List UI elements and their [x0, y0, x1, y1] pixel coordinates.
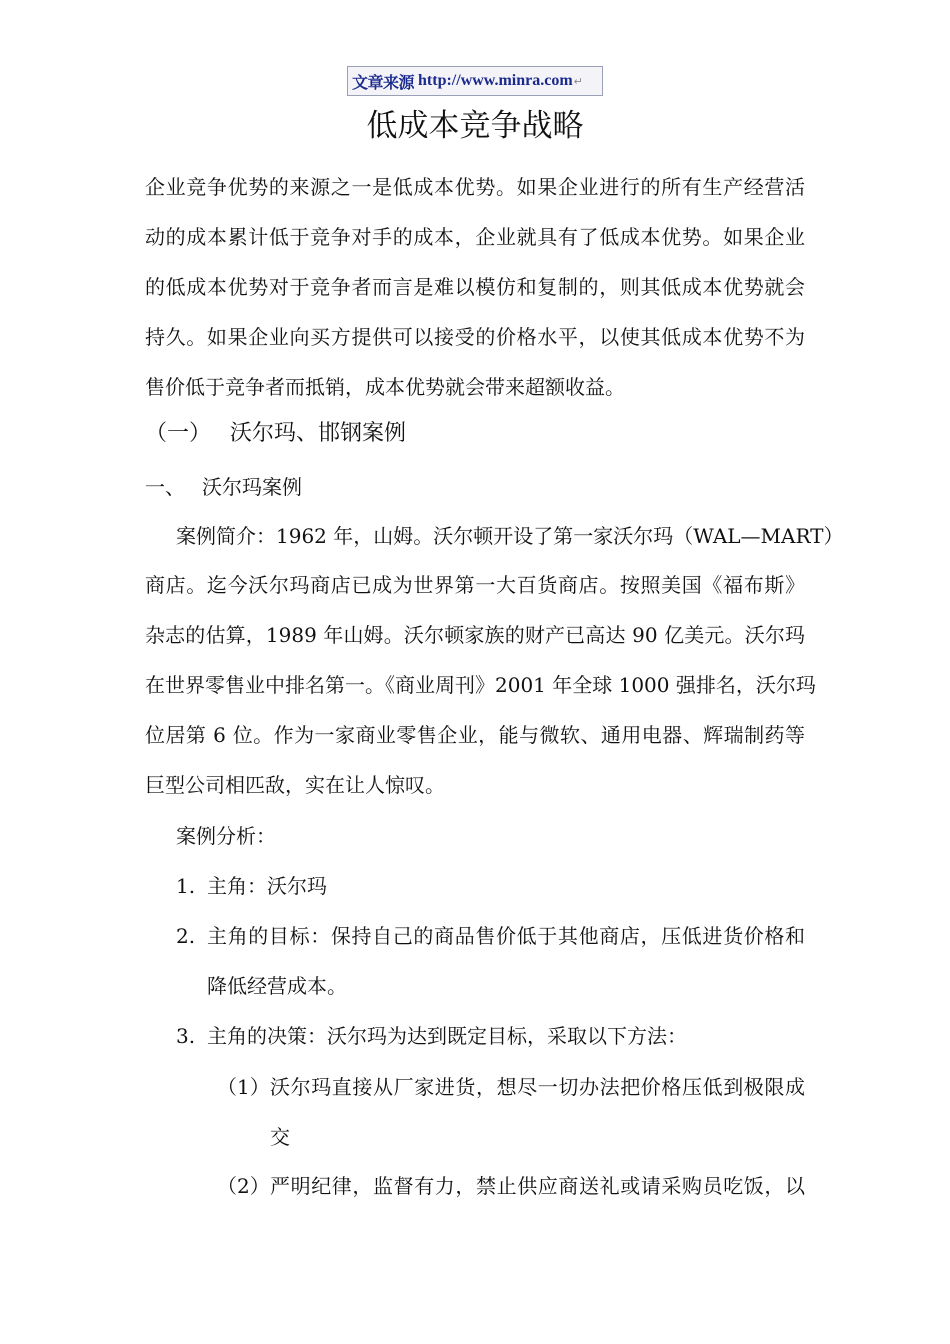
case-intro-line: 杂志的估算，1989 年山姆。沃尔顿家族的财产已高达 90 亿美元。沃尔玛	[145, 623, 805, 647]
case-intro-line: 位居第 6 位。作为一家商业零售企业，能与微软、通用电器、辉瑞制药等	[145, 723, 805, 747]
intro-line: 动的成本累计低于竞争对手的成本，企业就具有了低成本优势。如果企业	[145, 225, 805, 249]
analysis-item-text: 主角的决策：沃尔玛为达到既定目标，采取以下方法：	[207, 1024, 687, 1048]
source-banner[interactable]	[347, 66, 603, 96]
case-intro-line: 商店。迄今沃尔玛商店已成为世界第一大百货商店。按照美国《福布斯》	[145, 573, 805, 597]
analysis-item-text: 主角：沃尔玛	[207, 874, 327, 898]
intro-line: 的低成本优势对于竞争者而言是难以模仿和复制的，则其低成本优势就会	[145, 275, 805, 299]
case-analysis-label: 案例分析：	[176, 824, 276, 848]
source-label: 文章来源	[352, 72, 415, 92]
method-item-text: 严明纪律，监督有力，禁止供应商送礼或请采购员吃饭，以	[270, 1174, 805, 1198]
analysis-item-text: 降低经营成本。	[207, 974, 347, 998]
subsection-heading-text: 沃尔玛案例	[202, 475, 302, 499]
intro-line: 企业竞争优势的来源之一是低成本优势。如果企业进行的所有生产经营活	[145, 175, 805, 199]
method-item-number: （2）	[217, 1174, 270, 1198]
analysis-item-number: 2.	[176, 924, 196, 948]
subsection-heading-number: 一、	[145, 475, 185, 499]
analysis-item-number: 3.	[176, 1024, 196, 1048]
return-mark-icon: ↵	[573, 74, 583, 88]
method-item-number: （1）	[217, 1075, 270, 1099]
analysis-item-number: 1.	[176, 874, 196, 898]
intro-line: 售价低于竞争者而抵销，成本优势就会带来超额收益。	[145, 375, 625, 399]
document-title: 低成本竞争战略	[366, 108, 584, 144]
analysis-item-text: 主角的目标：保持自己的商品售价低于其他商店，压低进货价格和	[207, 924, 805, 948]
section-heading-number: （一）	[145, 421, 212, 446]
section-heading-text: 沃尔玛、邯钢案例	[230, 421, 407, 446]
method-item-text: 沃尔玛直接从厂家进货，想尽一切办法把价格压低到极限成	[270, 1075, 805, 1099]
intro-line: 持久。如果企业向买方提供可以接受的价格水平，以使其低成本优势不为	[145, 325, 805, 349]
case-intro-line: 在世界零售业中排名第一。《商业周刊》2001 年全球 1000 强排名，沃尔玛	[145, 673, 816, 697]
source-url-link[interactable]: http://www.minra.com	[418, 72, 573, 89]
method-item-text: 交	[270, 1125, 290, 1149]
case-intro-line: 案例简介：1962 年，山姆。沃尔顿开设了第一家沃尔玛（WAL—MART）	[176, 524, 844, 548]
case-intro-line: 巨型公司相匹敌，实在让人惊叹。	[145, 773, 445, 797]
